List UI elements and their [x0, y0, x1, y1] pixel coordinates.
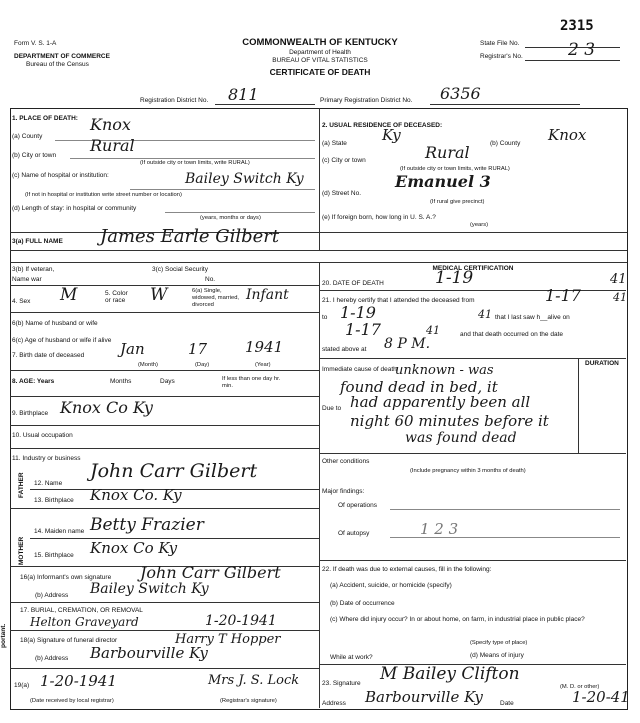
- social-security-label: 3(c) Social Security: [152, 266, 208, 273]
- age-months-label: Months: [110, 378, 132, 385]
- last-saw-label: that I last saw h__alive on: [495, 314, 570, 321]
- usual-residence-heading: 2. USUAL RESIDENCE OF DECEASED:: [322, 122, 443, 129]
- signature-label: 23. Signature: [322, 680, 361, 687]
- length-stay-label: (d) Length of stay: in hospital or community: [12, 205, 137, 212]
- street-note: (If rural give precinct): [430, 199, 485, 205]
- primary-district-label: Primary Registration District No.: [320, 97, 413, 104]
- sex-label: 4. Sex: [12, 298, 31, 305]
- form-number: Form V. S. 1-A: [14, 40, 57, 47]
- father-name-label: 12. Name: [34, 480, 63, 487]
- cause-line-1: unknown - was: [395, 363, 494, 378]
- foreign-born-label: (e) If foreign born, how long in U. S. A.?: [322, 214, 436, 221]
- hospital-note: (If not in hospital or institution write street number or location): [25, 192, 182, 198]
- birthplace-value: Knox Co Ky: [60, 398, 153, 417]
- registrar-date-caption: (Date received by local registrar): [30, 698, 114, 704]
- birth-day-caption: (Day): [195, 362, 210, 368]
- birth-year: 1941: [245, 338, 284, 356]
- race-label: 5. Color or race: [105, 290, 128, 304]
- registrar-signature-caption: (Registrar's signature): [220, 698, 277, 704]
- cause-line-4: night 60 minutes before it: [350, 412, 549, 430]
- cause-line-5: was found dead: [405, 430, 517, 446]
- registrar-no: 2 3: [568, 40, 596, 60]
- last-saw-year: 41: [426, 324, 440, 337]
- primary-district: 6356: [440, 84, 481, 103]
- res-city-label: (c) City or town: [322, 157, 366, 164]
- stamp-number: 2315: [560, 18, 594, 34]
- attended-from-year: 41: [613, 291, 627, 304]
- informant-signature: John Carr Gilbert: [140, 563, 281, 582]
- other-conditions-label: Other conditions: [322, 458, 370, 465]
- stated-above-label: stated above at: [322, 346, 367, 353]
- other-conditions-note: (Include pregnancy within 3 months of death): [410, 468, 526, 474]
- cause-line-2: found dead in bed, it: [340, 378, 498, 396]
- md-caption: (M. D. or other): [560, 684, 600, 690]
- reg-district-label: Registration District No.: [140, 97, 209, 104]
- physician-date-label: Date: [500, 700, 514, 707]
- spouse-name-label: 6(b) Name of husband or wife: [12, 320, 98, 327]
- res-city-value: Rural: [425, 143, 470, 162]
- attended-from: 1-17: [545, 286, 581, 305]
- father-side-label: FATHER: [18, 472, 25, 498]
- at-work-label: While at work?: [330, 654, 373, 661]
- last-saw: 1-17: [345, 320, 381, 339]
- informant-signature-label: 16(a) Informant's own signature: [20, 574, 112, 581]
- commonwealth-title: COMMONWEALTH OF KENTUCKY: [242, 37, 398, 48]
- physician-address-label: Address: [322, 700, 346, 707]
- birth-year-caption: (Year): [255, 362, 271, 368]
- father-birthplace-label: 13. Birthplace: [34, 497, 74, 504]
- state-value: Ky: [382, 126, 401, 144]
- race-value: W: [150, 285, 168, 305]
- accident-label: (a) Accident, suicide, or homicide (specify): [330, 582, 452, 589]
- funeral-director-signature: Harry T Hopper: [175, 632, 281, 647]
- informant-address-label: (b) Address: [35, 592, 69, 599]
- informant-address: Bailey Switch Ky: [90, 581, 209, 597]
- registrar-signature: Mrs J. S. Lock: [208, 673, 300, 688]
- age-hours-note: If less than one day hr. min.: [222, 376, 281, 389]
- occupation-label: 10. Usual occupation: [12, 432, 73, 439]
- due-to-label: Due to: [322, 405, 342, 412]
- birth-month: Jan: [120, 340, 145, 358]
- mother-side-label: MOTHER: [18, 536, 25, 565]
- marital-label: 6(a) Single, widowed, married, divorced: [192, 288, 240, 308]
- autopsy-label: Of autopsy: [338, 530, 370, 537]
- operations-label: Of operations: [338, 502, 378, 509]
- spouse-age-label: 6(c) Age of husband or wife if alive: [12, 337, 112, 344]
- state-label: (a) State: [322, 140, 347, 147]
- date-of-death-label: 20. DATE OF DEATH: [322, 280, 384, 287]
- attended-label: 21. I hereby certify that I attended the deceased from: [322, 297, 475, 304]
- margin-text: portant.: [0, 623, 7, 648]
- funeral-director-label: 18(a) Signature of funeral director: [20, 637, 118, 644]
- injury-place-note: (Specify type of place): [470, 640, 528, 646]
- registrar-label: 19(a): [14, 682, 30, 689]
- cause-line-3: had apparently been all: [350, 393, 531, 411]
- street-label: (d) Street No.: [322, 190, 362, 197]
- full-name-value: James Earle Gilbert: [100, 226, 280, 247]
- social-security-no: No.: [205, 276, 216, 283]
- autopsy-value: 1 2 3: [420, 520, 459, 538]
- birth-date-label: 7. Birth date of deceased: [12, 352, 85, 359]
- city-label: (b) City or town: [12, 152, 57, 159]
- funeral-address: Barbourville Ky: [90, 644, 208, 662]
- state-file-label: State File No.: [480, 40, 520, 47]
- dept-health: Department of Health: [289, 49, 351, 56]
- attended-to-year: 41: [478, 308, 492, 321]
- physician-date: 1-20-41: [572, 688, 630, 706]
- external-causes-label: 22. If death was due to external causes, fill in the following:: [322, 566, 492, 573]
- birth-day: 17: [188, 340, 208, 358]
- full-name-label: 3(a) FULL NAME: [12, 238, 63, 245]
- name-war-label: Name war: [12, 276, 42, 283]
- sex-value: M: [60, 285, 78, 305]
- funeral-address-label: (b) Address: [35, 655, 69, 662]
- physician-signature: M Bailey Clifton: [380, 664, 520, 684]
- place-of-death-heading: 1. PLACE OF DEATH:: [12, 115, 78, 122]
- dept-commerce: DEPARTMENT OF COMMERCE: [14, 53, 110, 60]
- county-label: (a) County: [12, 133, 43, 140]
- date-of-death-year: 41: [610, 272, 627, 287]
- father-name-value: John Carr Gilbert: [90, 460, 258, 482]
- attended-to-label: to: [322, 314, 328, 321]
- marital-value: Infant: [246, 287, 289, 303]
- registrar-date: 1-20-1941: [40, 672, 117, 690]
- res-county-value: Knox: [548, 126, 587, 144]
- father-birthplace-value: Knox Co. Ky: [90, 486, 182, 504]
- res-county-label: (b) County: [490, 140, 521, 147]
- mother-birthplace-value: Knox Co Ky: [90, 539, 178, 557]
- county-value: Knox: [90, 115, 131, 134]
- attended-to: 1-19: [340, 303, 376, 322]
- bureau-census: Bureau of the Census: [26, 61, 89, 68]
- means-label: (d) Means of injury: [470, 652, 524, 659]
- foreign-born-note: (years): [470, 222, 489, 228]
- mother-birthplace-label: 15. Birthplace: [34, 552, 74, 559]
- hospital-value: Bailey Switch Ky: [185, 171, 304, 187]
- birth-month-caption: (Month): [138, 362, 158, 368]
- major-findings-label: Major findings:: [322, 488, 365, 495]
- medical-cert-heading: MEDICAL CERTIFICATION: [432, 265, 514, 272]
- occurrence-date-label: (b) Date of occurrence: [330, 600, 395, 607]
- date-of-death: 1-19: [435, 268, 474, 288]
- injury-place-label: (c) Where did injury occur? In or about home, on farm, in industrial place in public place?: [330, 616, 585, 623]
- birthplace-label: 9. Birthplace: [12, 410, 49, 417]
- physician-address: Barbourville Ky: [365, 688, 483, 706]
- burial-place: Helton Graveyard: [30, 615, 139, 629]
- immediate-cause-label: Immediate cause of death: [322, 366, 397, 373]
- veteran-label: 3(b) If veteran,: [12, 266, 55, 273]
- age-label: 8. AGE: Years: [12, 378, 55, 385]
- hospital-label: (c) Name of hospital or institution:: [12, 172, 109, 179]
- duration-label: DURATION: [585, 360, 619, 367]
- maiden-name-label: 14. Maiden name: [34, 528, 85, 535]
- reg-district: 811: [228, 85, 259, 104]
- street-value: Emanuel 3: [395, 172, 491, 191]
- age-days-label: Days: [160, 378, 175, 385]
- registrar-no-label: Registrar's No.: [480, 53, 523, 60]
- city-value: Rural: [90, 136, 135, 155]
- death-occurred-label: and that death occurred on the date: [460, 331, 563, 338]
- certificate-title: CERTIFICATE OF DEATH: [269, 67, 371, 77]
- burial-date: 1-20-1941: [205, 613, 277, 629]
- bureau-vital: BUREAU OF VITAL STATISTICS: [272, 57, 368, 64]
- city-note: (If outside city or town limits, write RURAL): [140, 160, 250, 166]
- industry-label: 11. Industry or business: [12, 455, 81, 462]
- burial-label: 17. BURIAL, CREMATION, OR REMOVAL: [20, 607, 143, 614]
- res-city-note: (If outside city or town limits, write RURAL): [400, 166, 510, 172]
- maiden-name-value: Betty Frazier: [90, 515, 204, 535]
- length-stay-note: (years, months or days): [200, 215, 261, 221]
- death-time: 8 P M.: [384, 336, 431, 352]
